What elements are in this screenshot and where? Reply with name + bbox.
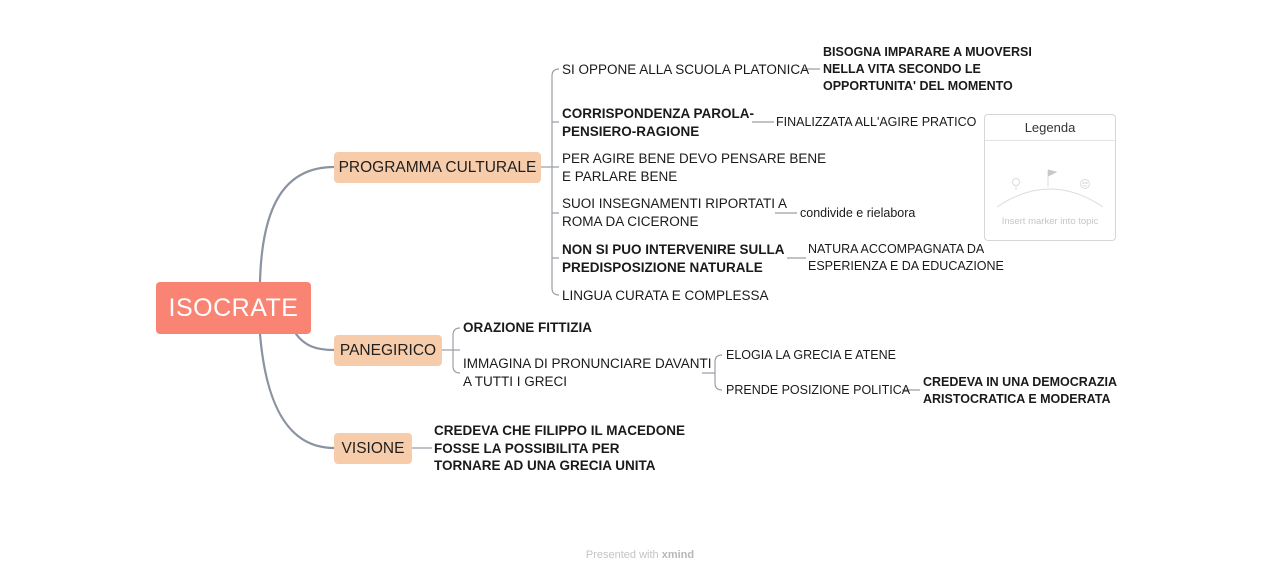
- marker-placeholder-icon: [995, 163, 1105, 213]
- topic-insegnamenti[interactable]: SUOI INSEGNAMENTI RIPORTATI A ROMA DA CICERONE: [562, 196, 788, 229]
- topic-filippo[interactable]: CREDEVA CHE FILIPPO IL MACEDONE FOSSE LA POSSIBILITA PER TORNARE AD UNA GRECIA UNITA: [434, 423, 686, 473]
- topic-posizione[interactable]: PRENDE POSIZIONE POLITICA: [726, 383, 911, 397]
- xmind-brand: xmind: [661, 549, 695, 561]
- topic-scuola-platonica[interactable]: SI OPPONE ALLA SCUOLA PLATONICA: [562, 62, 810, 77]
- central-topic-isocrate[interactable]: ISOCRATE: [156, 282, 311, 334]
- footer-prefix: Presented with: [585, 549, 659, 561]
- topic-agire-pratico[interactable]: FINALIZZATA ALL'AGIRE PRATICO: [776, 115, 977, 129]
- topic-democrazia[interactable]: CREDEVA IN UNA DEMOCRAZIA ARISTOCRATICA E MODERATA: [923, 375, 1117, 406]
- topic-condivide[interactable]: condivide e rielabora: [800, 206, 916, 220]
- legend-title: Legenda: [985, 115, 1115, 141]
- topic-lingua[interactable]: LINGUA CURATA E COMPLESSA: [562, 288, 769, 303]
- topic-orazione[interactable]: ORAZIONE FITTIZIA: [463, 320, 592, 335]
- topic-immagina[interactable]: IMMAGINA DI PRONUNCIARE DAVANTI A TUTTI I GRECI: [463, 356, 712, 389]
- topic-intervenire[interactable]: NON SI PUO INTERVENIRE SULLA PREDISPOSIZIONE NATURALE: [562, 242, 785, 275]
- trunk-to-programma: [260, 167, 334, 282]
- topic-imparare-muoversi[interactable]: BISOGNA IMPARARE A MUOVERSI NELLA VITA SECONDO LE OPPORTUNITA' DEL MOMENTO: [823, 45, 1032, 93]
- branch-panegirico[interactable]: PANEGIRICO: [334, 335, 442, 366]
- topic-corrispondenza[interactable]: CORRISPONDENZA PAROLA- PENSIERO-RAGIONE: [562, 106, 754, 139]
- legend-hint: Insert marker into topic: [1001, 216, 1099, 227]
- legend-panel[interactable]: [984, 114, 1116, 241]
- topic-natura[interactable]: NATURA ACCOMPAGNATA DA ESPERIENZA E DA EDUCAZIONE: [808, 242, 1004, 273]
- trunk-to-visione: [260, 334, 334, 448]
- trunk-to-panegirico: [296, 334, 334, 350]
- panegirico-bracket: [442, 328, 460, 373]
- branch-visione[interactable]: VISIONE: [334, 433, 412, 464]
- branch-programma-culturale[interactable]: PROGRAMMA CULTURALE: [334, 152, 541, 183]
- presented-with-footer[interactable]: [0, 549, 1280, 561]
- topic-agire-bene[interactable]: PER AGIRE BENE DEVO PENSARE BENE E PARLARE BENE: [562, 151, 827, 184]
- programma-bracket: [541, 69, 559, 295]
- topic-elogia[interactable]: ELOGIA LA GRECIA E ATENE: [726, 348, 896, 362]
